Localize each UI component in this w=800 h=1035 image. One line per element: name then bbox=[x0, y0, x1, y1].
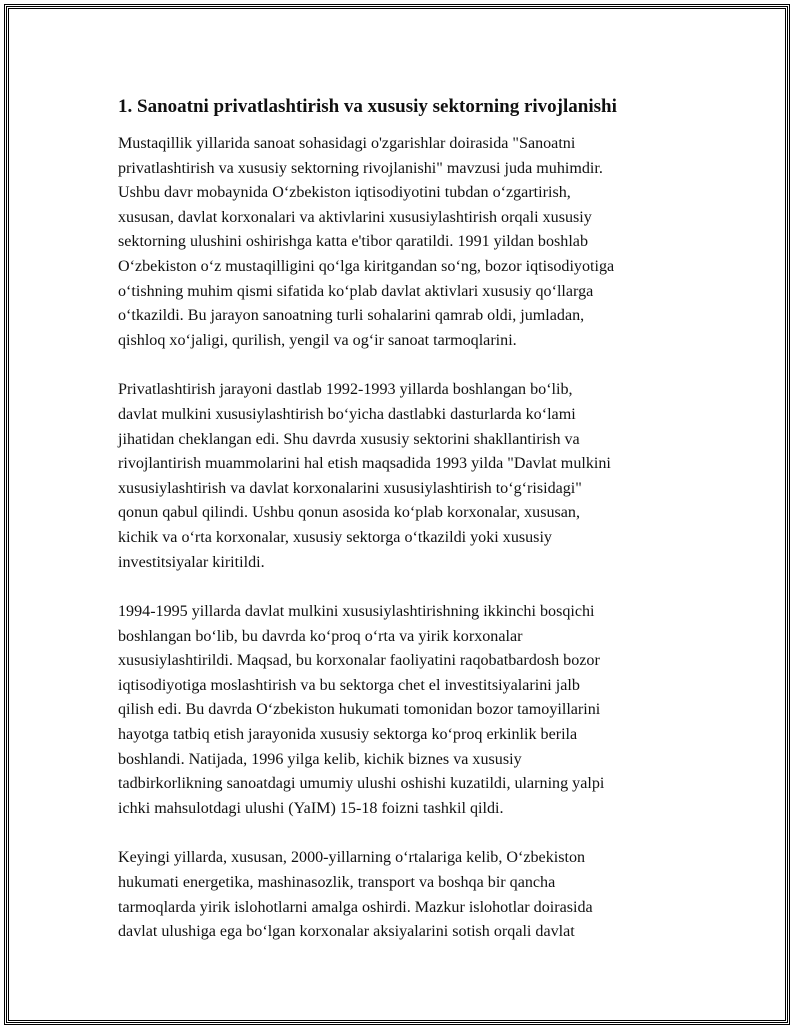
text-line: tadbirkorlikning sanoatdagi umumiy ulushi oshishi kuzatildi, ularning yalpi bbox=[118, 775, 605, 793]
text-line: boshlandi. Natijada, 1996 yilga kelib, kichik biznes va xususiy bbox=[118, 750, 522, 768]
text-line: qishloq xo‘jaligi, qurilish, yengil va og‘ir sanoat tarmoqlarini. bbox=[118, 331, 517, 349]
text-line: Mustaqillik yillarida sanoat sohasidagi o'zgarishlar doirasida "Sanoatni bbox=[118, 135, 576, 152]
text-line: xususiylashtirish va davlat korxonalarini xususiylashtirish to‘g‘risidagi" bbox=[118, 479, 582, 497]
text-line: privatlashtirish va xususiy sektorning rivojlanishi" mavzusi juda muhimdir. bbox=[118, 159, 603, 177]
text-line: Ushbu davr mobaynida O‘zbekiston iqtisodiyotini tubdan o‘zgartirish, bbox=[118, 184, 571, 202]
text-line: kichik va o‘rta korxonalar, xususiy sektorga o‘tkazildi yoki xususiy bbox=[118, 528, 552, 546]
section-heading: 1. Sanoatni privatlashtirish va xususiy sektorning rivojlanishi bbox=[118, 96, 617, 117]
text-line: xususan, davlat korxonalari va aktivlarini xususiylashtirish orqali xususiy bbox=[118, 208, 592, 226]
text-line: Privatlashtirish jarayoni dastlab 1992-1993 yillarda boshlangan bo‘lib, bbox=[118, 381, 573, 399]
paragraph-3 bbox=[118, 600, 680, 821]
text-line: rivojlantirish muammolarini hal etish maqsadida 1993 yilda "Davlat mulkini bbox=[118, 455, 611, 473]
text-line: 1994-1995 yillarda davlat mulkini xususiylashtirishning ikkinchi bosqichi bbox=[118, 603, 595, 621]
paragraph-2 bbox=[118, 378, 680, 575]
text-line: boshlangan bo‘lib, bu davrda ko‘proq o‘rta va yirik korxonalar bbox=[118, 627, 523, 645]
text-line: investitsiyalar kiritildi. bbox=[118, 553, 265, 571]
text-line: xususiylashtirildi. Maqsad, bu korxonalar faoliyatini raqobatbardosh bozor bbox=[118, 652, 600, 670]
text-line: tarmoqlarda yirik islohotlarni amalga oshirdi. Mazkur islohotlar doirasida bbox=[118, 898, 593, 916]
text-line: iqtisodiyotiga moslashtirish va bu sektorga chet el investitsiyalarini jalb bbox=[118, 676, 580, 694]
text-line: o‘tkazildi. Bu jarayon sanoatning turli sohalarini qamrab oldi, jumladan, bbox=[118, 307, 585, 325]
text-line: O‘zbekiston o‘z mustaqilligini qo‘lga kiritgandan so‘ng, bozor iqtisodiyotiga bbox=[118, 257, 615, 275]
paragraph-4 bbox=[118, 846, 680, 944]
text-line: davlat mulkini xususiylashtirish bo‘yicha dastlabki dasturlarda ko‘lami bbox=[118, 405, 576, 423]
text-line: Keyingi yillarda, xususan, 2000-yillarning o‘rtalariga kelib, O‘zbekiston bbox=[118, 849, 586, 867]
document-body bbox=[118, 94, 680, 970]
text-line: sektorning ulushini oshirishga katta e'tibor qaratildi. 1991 yildan boshlab bbox=[118, 233, 588, 251]
text-line: hayotga tatbiq etish jarayonida xususiy sektorga ko‘proq erkinlik berila bbox=[118, 726, 578, 744]
text-line: ichki mahsulotdagi ulushi (YaIM) 15-18 foizni tashkil qildi. bbox=[118, 799, 504, 817]
text-line: davlat ulushiga ega bo‘lgan korxonalar aksiyalarini sotish orqali davlat bbox=[118, 923, 575, 941]
text-line: hukumati energetika, mashinasozlik, transport va boshqa bir qancha bbox=[118, 874, 556, 892]
text-line: jihatidan cheklangan edi. Shu davrda xususiy sektorini shakllantirish va bbox=[118, 430, 580, 448]
text-line: qonun qabul qilindi. Ushbu qonun asosida ko‘plab korxonalar, xususan, bbox=[118, 504, 580, 522]
text-line: o‘tishning muhim qismi sifatida ko‘plab davlat aktivlari xususiy qo‘llarga bbox=[118, 282, 594, 300]
text-line: qilish edi. Bu davrda O‘zbekiston hukumati tomonidan bozor tamoyillarini bbox=[118, 701, 601, 719]
paragraph-1 bbox=[118, 132, 680, 353]
